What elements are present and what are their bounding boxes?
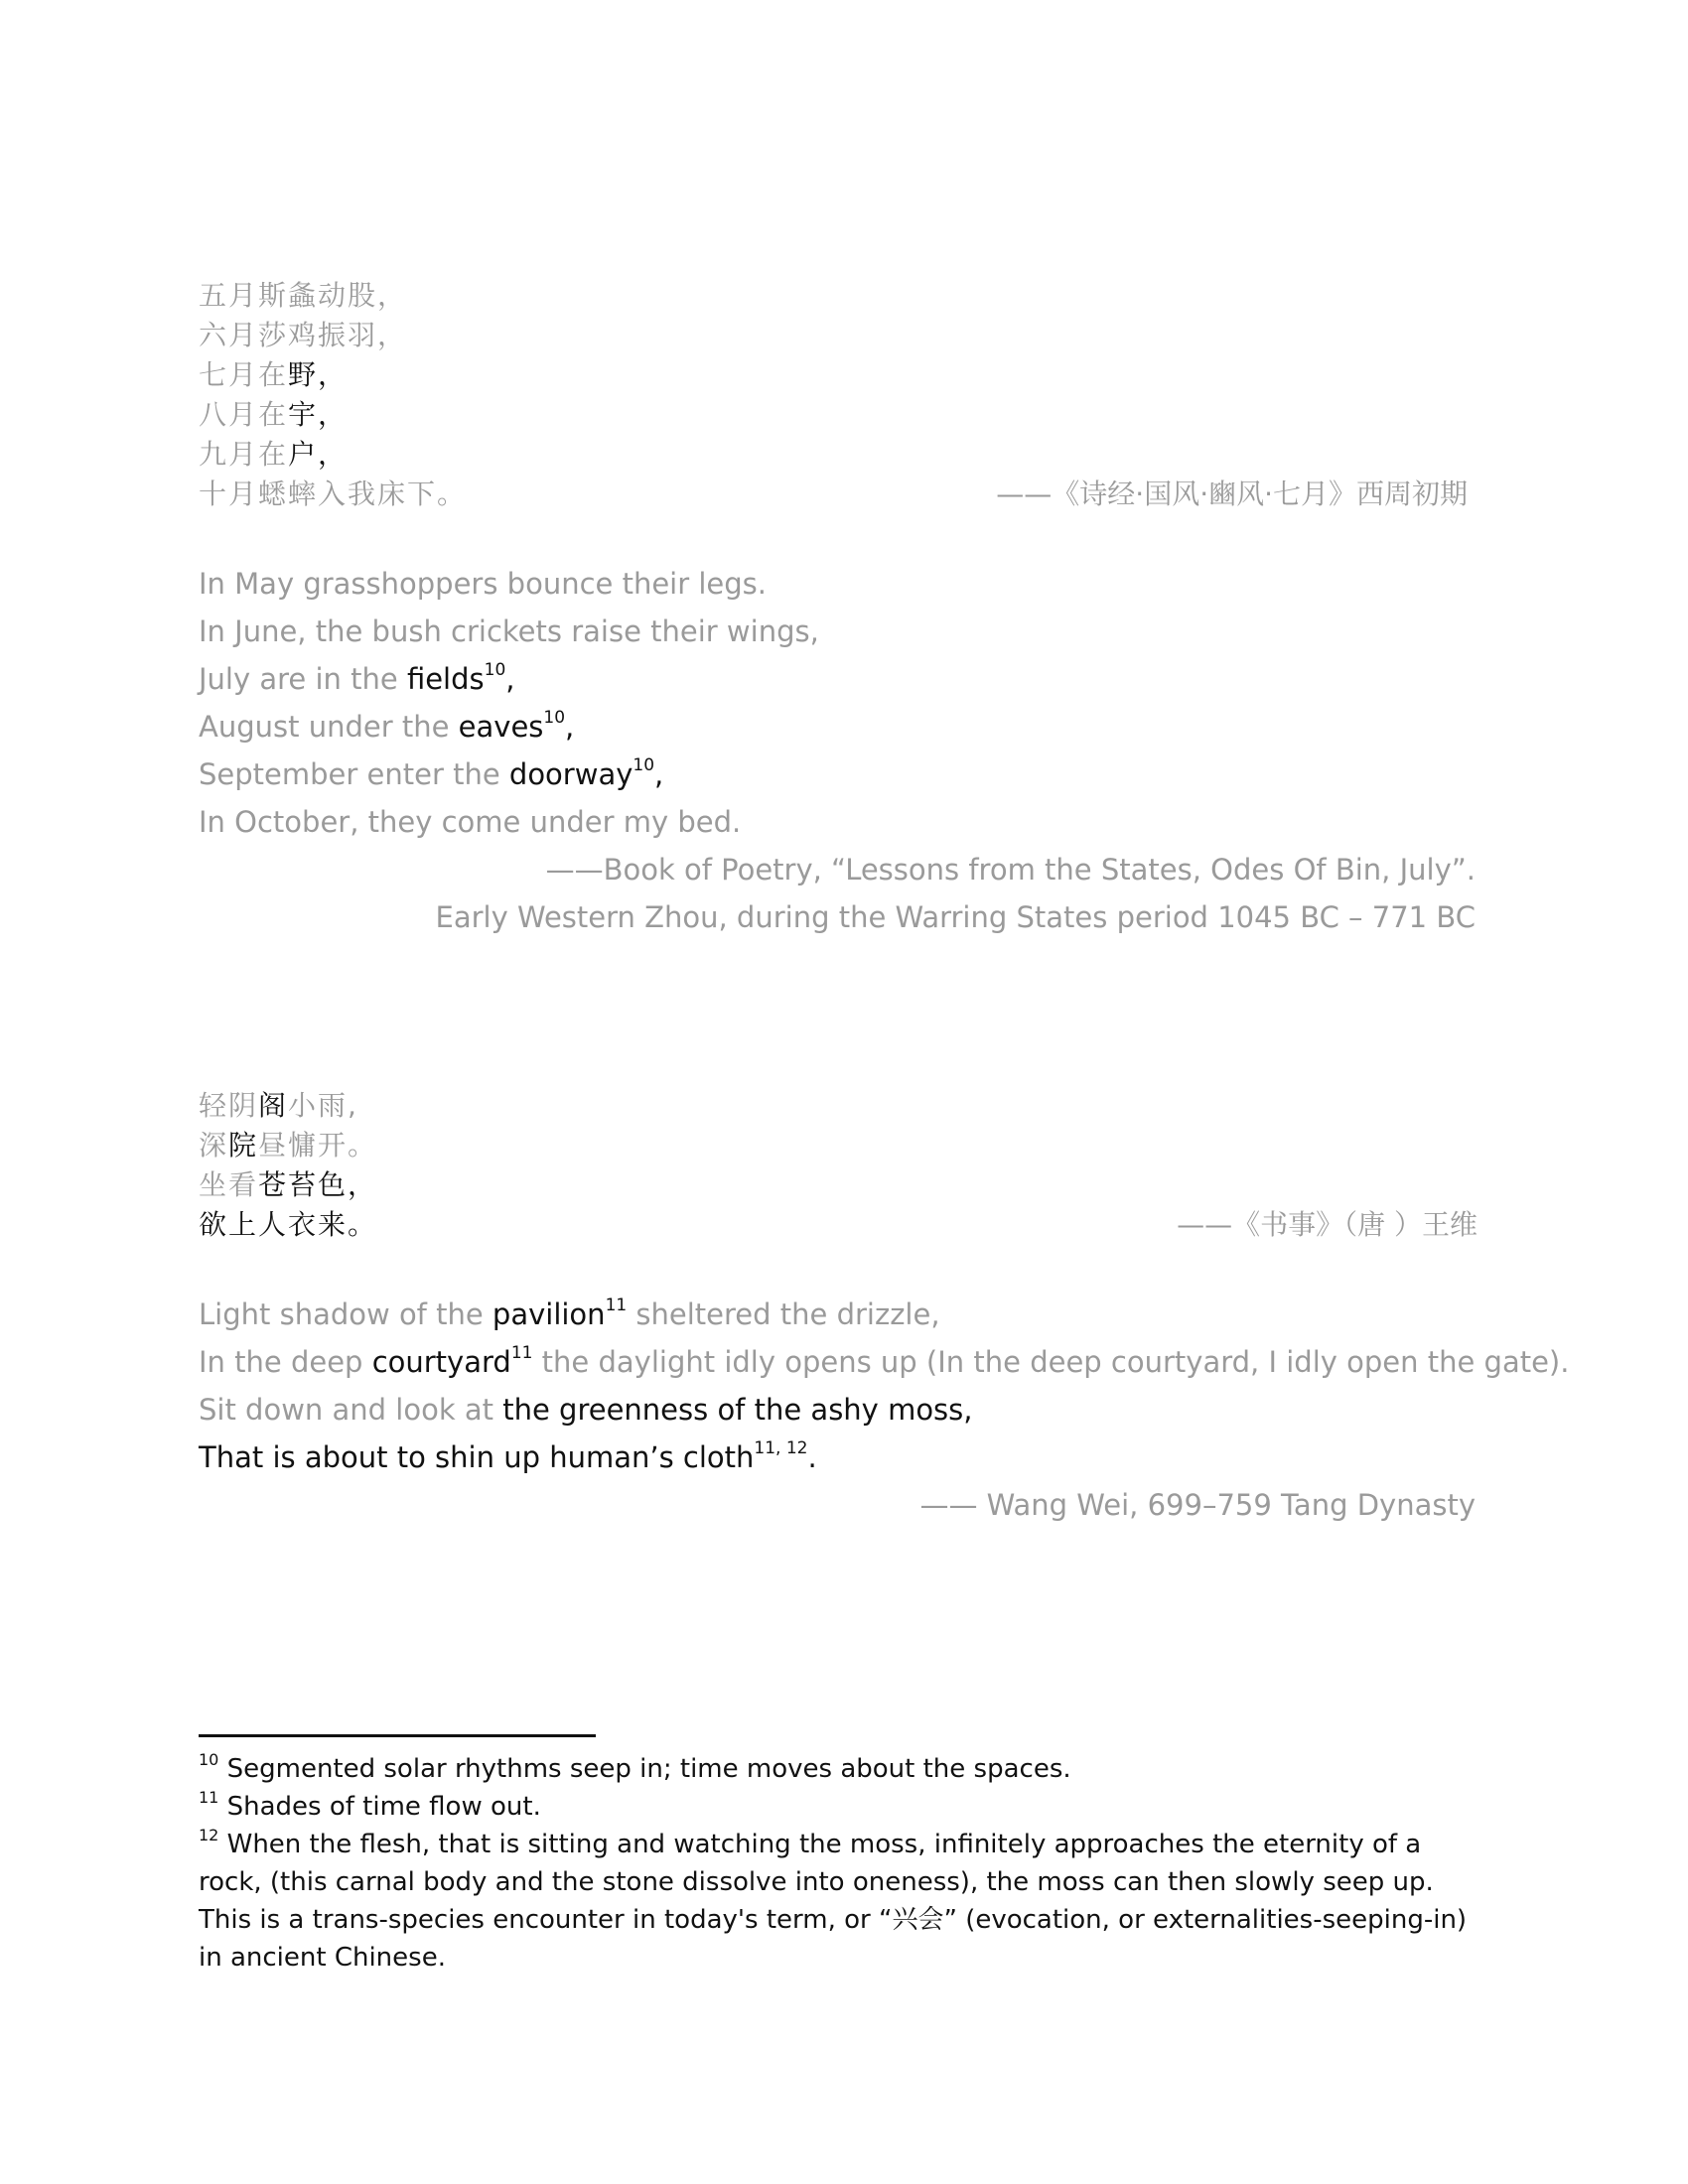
poem2-zh-line: 坐看苍苔色， [199,1168,378,1201]
footnote-item: $^{10}$ Segmented solar rhythms seep in; time moves about the spaces. [199,1750,1071,1784]
poem1-en-line: In October, they come under my bed. [199,805,742,839]
footnote-ref: 10 [543,708,566,729]
footnote-ref: 11 [510,1343,533,1364]
poem2-zh-line: 深院昼慵开。 [199,1129,378,1161]
poem1-english [199,560,819,846]
poem1-zh-line: 八月在宇， [199,398,349,431]
footnote-separator [199,1734,596,1737]
footnote-ref: 11, 12 [754,1438,808,1459]
poem2-en-line: Sit down and look at the greenness of the ashy moss, [199,1393,973,1427]
poem1-en-line: In May grasshoppers bounce their legs. [199,567,768,601]
footnote-item: $^{12}$ When the flesh, that is sitting and watching the moss, infinitely approaches the eternity of a rock, (this carnal body and the stone dissolve into oneness), the moss can then slowly seep up. This is a trans-species encounter in today's term, or “兴会” (evocation, or externalities-seeping-in) in ancient Chinese. [199,1826,1468,1973]
poem1-zh-line: 十月蟋蟀入我床下。 [199,478,468,510]
poem1-en-source-2: Early Western Zhou, during the Warring States period 1045 BC – 771 BC [435,900,1476,934]
poem1-en-line: In June, the bush crickets raise their wings, [199,614,819,648]
footnote-number: 12 [199,1826,219,1845]
poem2-english [199,1291,1569,1481]
poem1-en-line: September enter the doorway$^{10}$, [199,755,664,791]
poem2-zh-line: 欲上人衣来。 [199,1208,378,1241]
footnote-ref: 11 [605,1296,628,1316]
poem1-zh-line: 五月斯螽动股， [199,279,408,312]
poem1-zh-source: ——《诗经·国风·豳风·七月》西周初期 [996,478,1468,510]
footnote-item: $^{11}$ Shades of time flow out. [199,1788,541,1822]
poem2-zh-source: ——《书事》（唐 ）王维 [1177,1208,1477,1241]
poem1-en-line: August under the eaves$^{10}$, [199,708,575,744]
footnote-number: 10 [199,1750,219,1770]
poem1-chinese [199,276,467,514]
poem2-zh-line: 轻阴阁小雨, [199,1089,358,1122]
poem2-en-source: —— Wang Wei, 699–759 Tang Dynasty [919,1488,1476,1522]
poem2-en-line: In the deep courtyard$^{11}$ the daylight idly opens up (In the deep courtyard, I idly open the gate). [199,1343,1570,1379]
footnote-ref: 10 [633,755,655,776]
poem2-en-line: Light shadow of the pavilion$^{11}$ sheltered the drizzle, [199,1296,940,1331]
footnotes [199,1750,1489,1977]
poem1-zh-line: 九月在户， [199,438,349,471]
poem1-en-line: July are in the fields$^{10}$, [199,660,515,696]
poem1-en-source-1: ——Book of Poetry, “Lessons from the States, Odes Of Bin, July”. [545,853,1476,887]
poem1-zh-line: 七月在野， [199,358,349,391]
footnote-ref: 10 [484,660,506,681]
poem1-zh-line: 六月莎鸡振羽， [199,319,408,351]
poem2-en-line: That is about to shin up human’s cloth$^{11, 12}$. [199,1438,817,1474]
poem2-chinese [199,1086,377,1245]
footnote-number: 11 [199,1788,219,1808]
